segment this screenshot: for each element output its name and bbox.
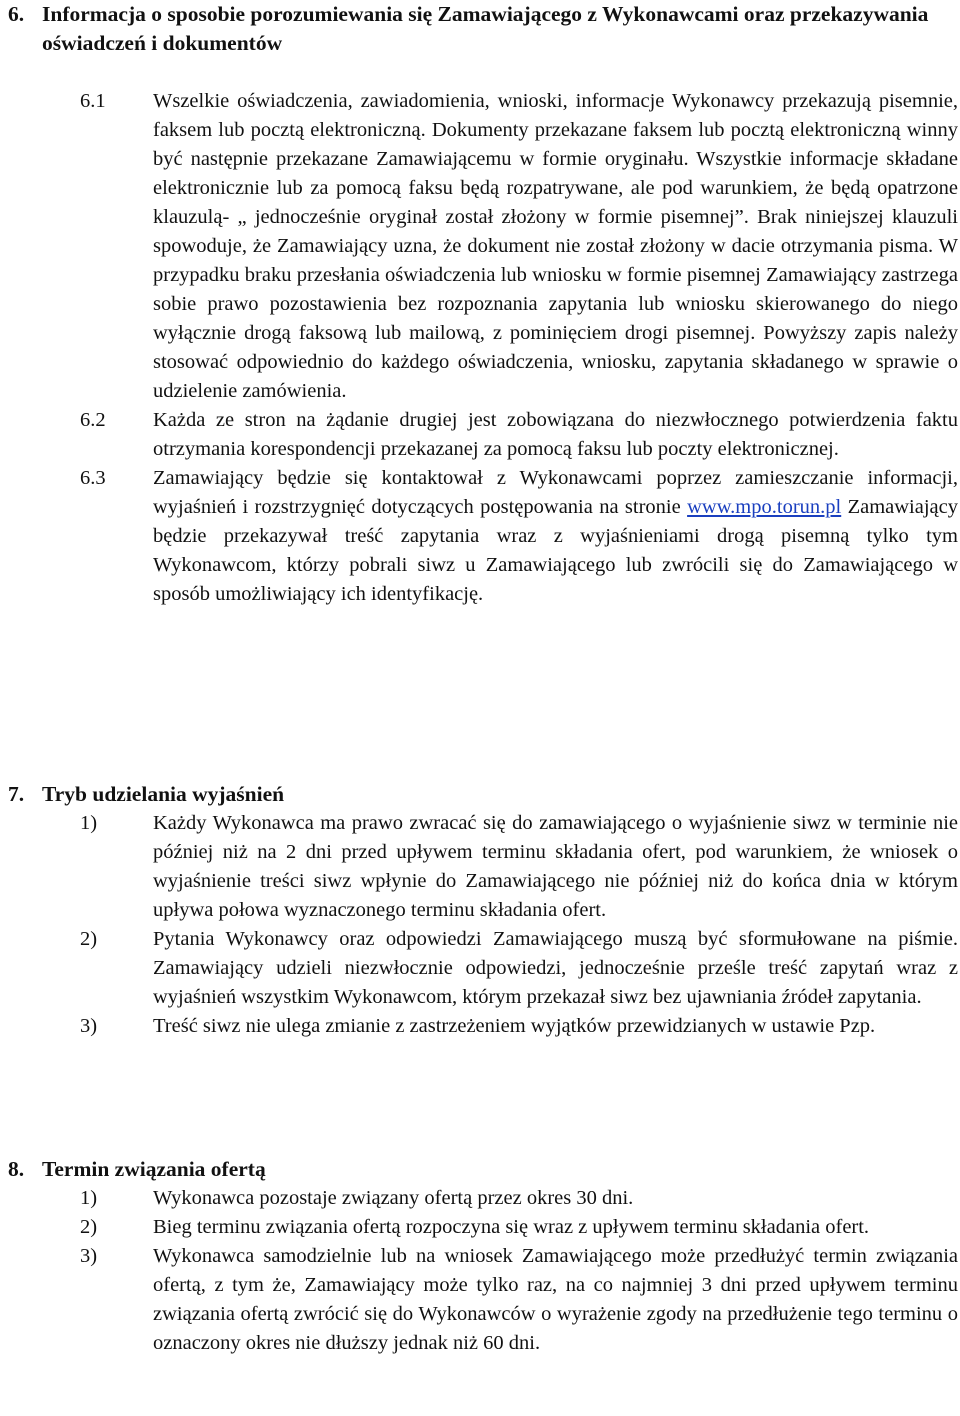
section-6-number: 6. [8, 2, 25, 26]
item-8-3 [80, 1242, 958, 1358]
website-link[interactable]: www.mpo.torun.pl [687, 496, 842, 518]
item-number: 2) [80, 1216, 98, 1238]
item-text: Każda ze stron na żądanie drugiej jest zobowiązana do niezwłocznego potwierdzenia faktu otrzymania korespondencji przekazanej za pomocą faksu lub poczty elektronicznej. [153, 409, 958, 460]
item-8-1 [80, 1184, 958, 1213]
item-text [153, 464, 958, 609]
item-6-2 [80, 406, 958, 464]
item-number: 6.1 [80, 90, 106, 112]
section-7-title: Tryb udzielania wyjaśnień [42, 782, 285, 806]
section-7-number: 7. [8, 782, 25, 806]
section-7 [8, 780, 958, 1041]
item-number: 1) [80, 812, 98, 834]
item-7-1 [80, 809, 958, 925]
section-6-heading [8, 0, 958, 58]
item-text-before-link: Zamawiający będzie się kontaktował z Wykonawcami poprzez zamieszczanie informacji, wyjaśnień i rozstrzygnięć dotyczących postępowania na stronie [153, 467, 958, 518]
section-8-heading [8, 1155, 958, 1184]
item-6-3 [80, 464, 958, 609]
item-number: 1) [80, 1187, 98, 1209]
item-text: Pytania Wykonawcy oraz odpowiedzi Zamawiającego muszą być sformułowane na piśmie. Zamawiający udzieli niezwłocznie odpowiedzi, jednocześnie prześle treść zapytań wraz z wyjaśnień wszystkim Wykonawcom, którym przekazał siwz bez ujawniania źródeł zapytania. [153, 928, 958, 1008]
item-text-after-link: Zamawiający będzie przekazywał treść zapytania wraz z wyjaśnieniami drogą pisemną tylko tym Wykonawcom, którzy pobrali siwz u Zamawiającego lub zwrócili się do Zamawiającego w sposób umożliwiający ich identyfikację. [153, 496, 958, 605]
item-text: Treść siwz nie ulega zmianie z zastrzeżeniem wyjątków przewidzianych w ustawie Pzp. [153, 1015, 876, 1037]
item-text: Wykonawca pozostaje związany ofertą przez okres 30 dni. [153, 1187, 634, 1209]
item-number: 6.3 [80, 467, 106, 489]
item-number: 3) [80, 1245, 98, 1267]
item-text: Wszelkie oświadczenia, zawiadomienia, wnioski, informacje Wykonawcy przekazują pisemnie, faksem lub pocztą elektroniczną. Dokumenty przekazane faksem lub pocztą elektroniczną winny być następnie przekazane Zamawiającemu w formie oryginału. Wszystkie informacje składane elektronicznie lub za pomocą faksu będą rozpatrywane, ale pod warunkiem, że będą opatrzone klauzulą- „ jednocześnie oryginał został złożony w formie pisemnej”. Brak niniejszej klauzuli spowoduje, że Zamawiający uzna, że dokument nie został złożony w dacie otrzymania pisma. W przypadku braku przesłania oświadczenia lub wniosku w formie pisemnej Zamawiający zastrzega sobie prawo pozostawienia bez rozpoznania zapytania lub wniosku skierowanego do niego wyłącznie drogą faksową lub mailową, z pominięciem drogi pisemnej. Powyższy zapis należy stosować odpowiednio do każdego oświadczenia, wniosku, zapytania składanego w sprawie o udzielenie zamówienia. [153, 90, 958, 402]
section-6-title: Informacja o sposobie porozumiewania się Zamawiającego z Wykonawcami oraz przekazywania oświadczeń i dokumentów [42, 2, 929, 55]
section-8-number: 8. [8, 1157, 25, 1181]
item-7-2 [80, 925, 958, 1012]
item-text: Wykonawca samodzielnie lub na wniosek Zamawiającego może przedłużyć termin związania ofertą, z tym że, Zamawiający może tylko raz, na co najmniej 3 dni przed upływem terminu związania ofertą zwrócić się do Wykonawców o wyrażenie zgody na przedłużenie tego terminu o oznaczony okres nie dłuższy jednak niż 60 dni. [153, 1245, 958, 1354]
section-8-title: Termin związania ofertą [42, 1157, 266, 1181]
item-7-3 [80, 1012, 958, 1041]
item-number: 2) [80, 928, 98, 950]
item-number: 3) [80, 1015, 98, 1037]
item-8-2 [80, 1213, 958, 1242]
item-text: Każdy Wykonawca ma prawo zwracać się do zamawiającego o wyjaśnienie siwz w terminie nie później niż na 2 dni przed upływem terminu składania ofert, pod warunkiem, że wniosek o wyjaśnienie treści siwz wpłynie do Zamawiającego nie później niż do końca dnia w którym upływa połowa wyznaczonego terminu składania ofert. [153, 812, 958, 921]
section-8 [8, 1155, 958, 1358]
section-6 [8, 0, 958, 609]
item-text: Bieg terminu związania ofertą rozpoczyna się wraz z upływem terminu składania ofert. [153, 1216, 870, 1238]
section-7-heading [8, 780, 958, 809]
item-number: 6.2 [80, 409, 106, 431]
item-6-1 [80, 87, 958, 406]
